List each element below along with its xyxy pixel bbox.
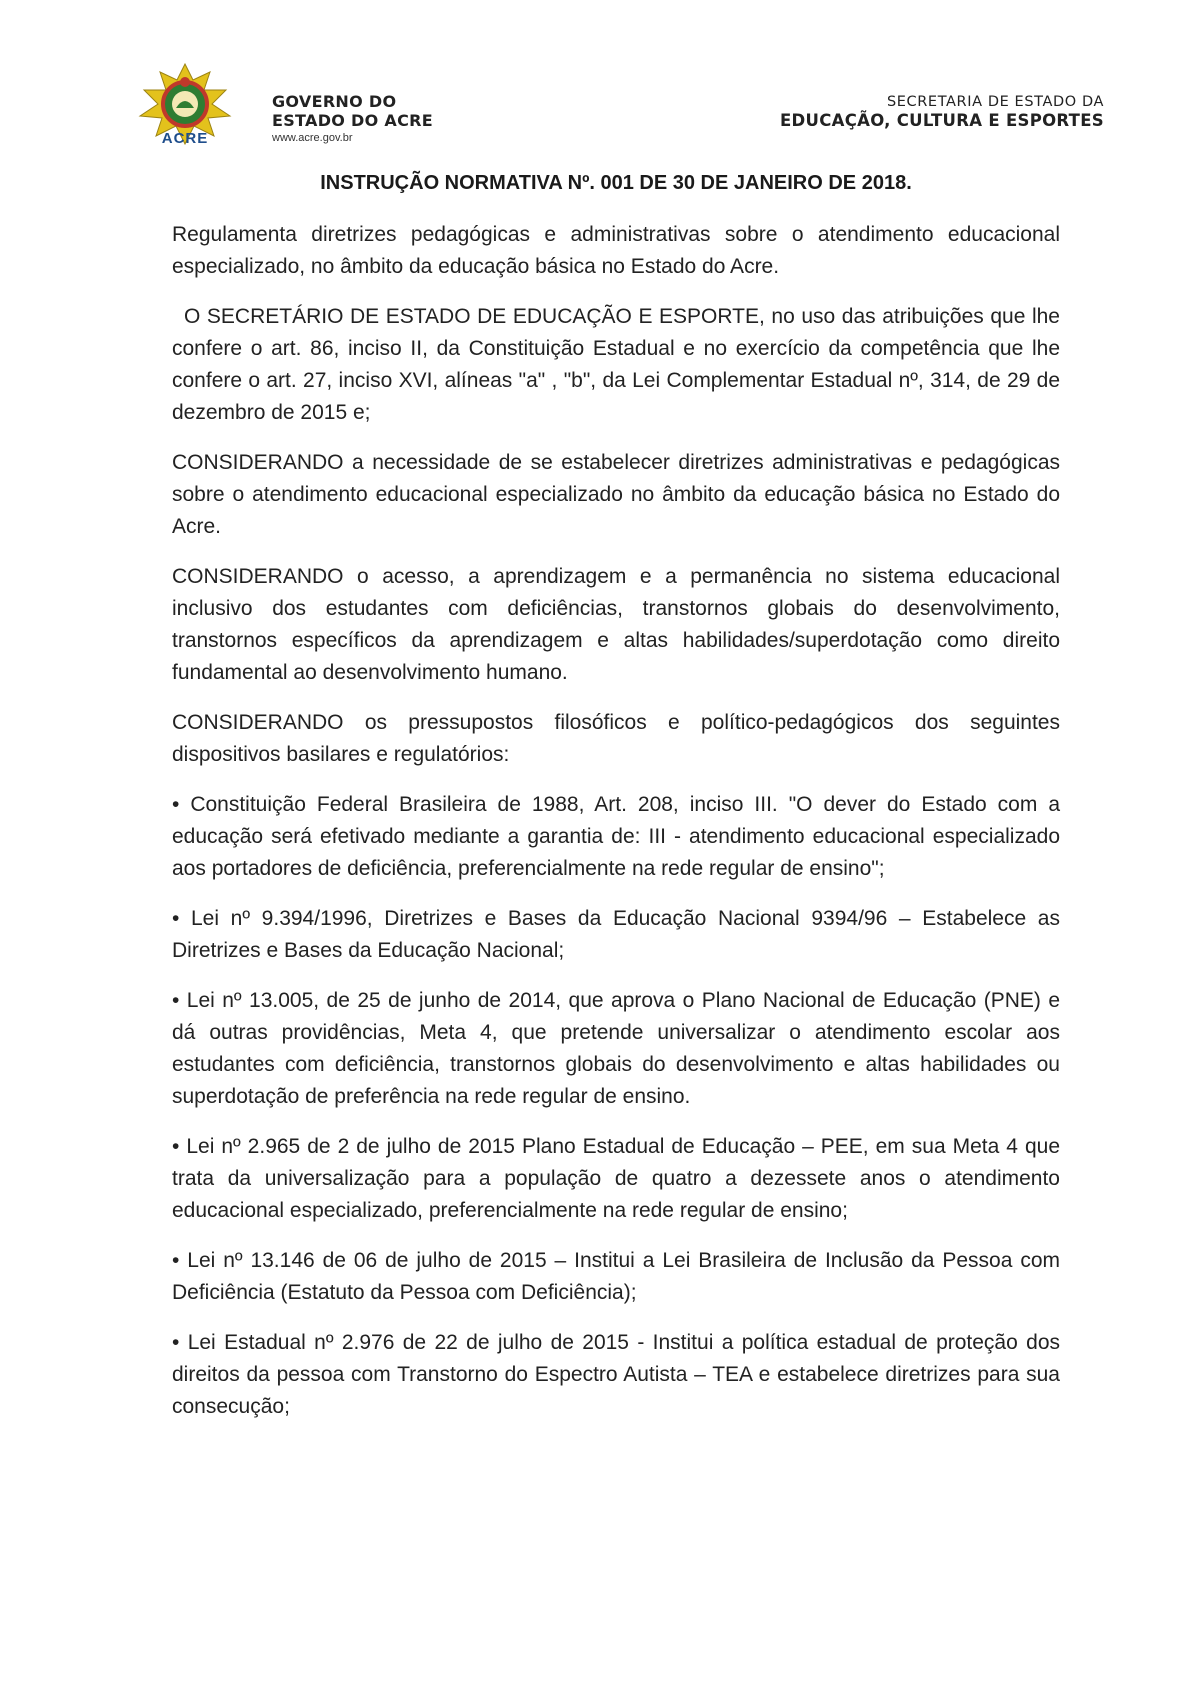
document-body	[172, 172, 1060, 1441]
document-title: INSTRUÇÃO NORMATIVA Nº. 001 DE 30 DE JANEIRO DE 2018.	[320, 172, 912, 194]
paragraph-preamble: O SECRETÁRIO DE ESTADO DE EDUCAÇÃO E ESPORTE, no uso das atribuições que lhe confere o art. 86, inciso II, da Constituição Estadual e no exercício da competência que lhe confere o art. 27, inciso XVI, alíneas "a" , "b", da Lei Complementar Estadual nº, 314, de 29 de dezembro de 2015 e;	[172, 305, 1060, 424]
list-item: • Constituição Federal Brasileira de 1988, Art. 208, inciso III. "O dever do Estado com a educação será efetivado mediante a garantia de: III - atendimento educacional especializado aos portadores de deficiência, preferencialmente na rede regular de ensino";	[172, 793, 1060, 880]
crest-label: ACRE	[161, 130, 209, 147]
secretaria-line-1: SECRETARIA DE ESTADO DA	[886, 94, 1104, 110]
gov-line-2: ESTADO DO ACRE	[272, 111, 433, 130]
list-item: • Lei Estadual nº 2.976 de 22 de julho de 2015 - Institui a política estadual de proteção dos direitos da pessoa com Transtorno do Espectro Autista – TEA e estabelece diretrizes para sua consecução;	[172, 1331, 1060, 1418]
paragraph-ementa: Regulamenta diretrizes pedagógicas e administrativas sobre o atendimento educacional especializado, no âmbito da educação básica no Estado do Acre.	[172, 223, 1060, 278]
paragraph-considerando: CONSIDERANDO o acesso, a aprendizagem e a permanência no sistema educacional inclusivo dos estudantes com deficiências, transtornos globais do desenvolvimento, transtornos específicos da aprendizagem e altas habilidades/superdotação como direito fundamental ao desenvolvimento humano.	[172, 565, 1060, 684]
gov-line-1: GOVERNO DO	[272, 92, 397, 111]
paragraph-considerando: CONSIDERANDO os pressupostos filosóficos e político-pedagógicos dos seguintes dispositivos basilares e regulatórios:	[172, 711, 1060, 766]
list-item: • Lei nº 9.394/1996, Diretrizes e Bases da Educação Nacional 9394/96 – Estabelece as Diretrizes e Bases da Educação Nacional;	[172, 907, 1060, 962]
secretaria-line-2: EDUCAÇÃO, CULTURA E ESPORTES	[779, 111, 1104, 130]
page-header	[0, 0, 1200, 160]
paragraph-considerando: CONSIDERANDO a necessidade de se estabelecer diretrizes administrativas e pedagógicas sobre o atendimento educacional especializado no âmbito da educação básica no Estado do Acre.	[172, 451, 1060, 538]
list-item: • Lei nº 13.146 de 06 de julho de 2015 – Institui a Lei Brasileira de Inclusão da Pessoa com Deficiência (Estatuto da Pessoa com Deficiência);	[172, 1249, 1060, 1304]
government-branding	[272, 92, 433, 144]
secretaria-branding	[780, 94, 1104, 130]
gov-url: www.acre.gov.br	[272, 132, 353, 144]
list-item: • Lei nº 2.965 de 2 de julho de 2015 Plano Estadual de Educação – PEE, em sua Meta 4 que trata da universalização para a população de quatro a dezessete anos o atendimento educacional especializado, preferencialmente na rede regular de ensino;	[172, 1135, 1060, 1222]
list-item: • Lei nº 13.005, de 25 de junho de 2014, que aprova o Plano Nacional de Educação (PNE) e dá outras providências, Meta 4, que pretende universalizar o atendimento escolar aos estudantes com deficiência, transtornos globais do desenvolvimento e altas habilidades ou superdotação de preferência na rede regular de ensino.	[172, 989, 1060, 1108]
